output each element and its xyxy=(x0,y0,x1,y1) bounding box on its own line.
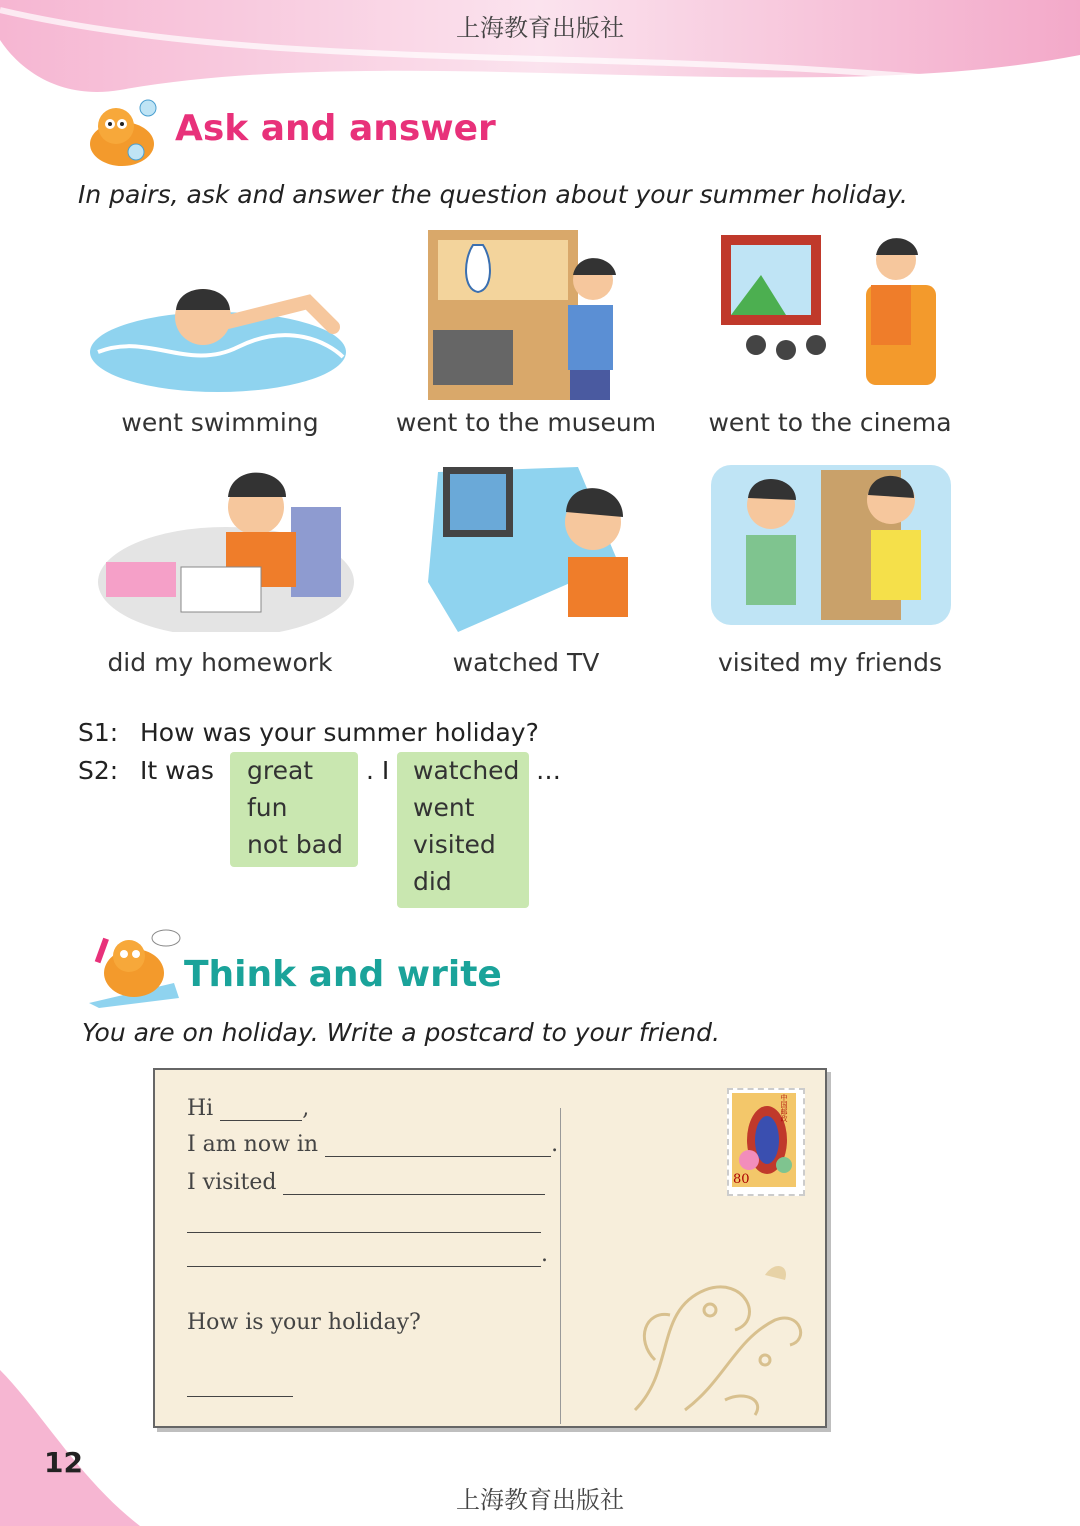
visited-text: I visited xyxy=(187,1170,277,1195)
postcard-line-location xyxy=(187,1132,558,1157)
ask-instruction: In pairs, ask and answer the question about your summer holiday. xyxy=(78,180,908,209)
activity-caption: went to the museum xyxy=(395,408,657,437)
page-number: 12 xyxy=(44,1446,83,1479)
speaker-label: S1: xyxy=(78,718,119,747)
visited-blank[interactable] xyxy=(283,1174,545,1195)
signature-blank[interactable] xyxy=(187,1376,293,1397)
activity-caption: did my homework xyxy=(107,648,333,677)
write-instruction: You are on holiday. Write a postcard to your friend. xyxy=(82,1018,720,1047)
postcard-question: How is your holiday? xyxy=(187,1310,421,1335)
comma: , xyxy=(302,1096,310,1121)
stamp-value: 80 xyxy=(733,1172,750,1187)
cat-writing-mascot-icon xyxy=(84,928,184,1008)
choice-word: fun xyxy=(247,793,288,822)
stamp-country: 中国邮政 xyxy=(780,1094,788,1122)
postcard-greeting xyxy=(187,1096,309,1121)
tv-boy-illustration xyxy=(418,462,678,642)
activity-caption: went to the cinema xyxy=(708,408,952,437)
dialogue-ellipsis: … xyxy=(536,756,561,785)
publisher-footer: 上海教育出版社 xyxy=(456,1486,624,1514)
homework-boy-illustration xyxy=(96,452,356,632)
publisher-header: 上海教育出版社 xyxy=(456,14,624,42)
adjective-choices xyxy=(230,752,358,867)
verb-choices xyxy=(397,752,529,908)
choice-word: did xyxy=(413,867,452,896)
postage-stamp xyxy=(727,1088,805,1196)
postcard-line-visited xyxy=(187,1170,545,1195)
think-and-write-title: Think and write xyxy=(184,954,502,995)
activity-caption: went swimming xyxy=(121,408,319,437)
name-blank[interactable] xyxy=(220,1100,302,1121)
activity-caption: visited my friends xyxy=(718,648,942,677)
choice-word: visited xyxy=(413,830,496,859)
choice-word: great xyxy=(247,756,314,785)
museum-boy-illustration xyxy=(418,220,678,400)
choice-word: watched xyxy=(413,756,520,785)
speaker-label: S2: xyxy=(78,756,119,785)
writing-blank[interactable] xyxy=(187,1246,541,1267)
choice-word: went xyxy=(413,793,475,822)
postcard xyxy=(153,1068,827,1428)
dialogue-answer: It was xyxy=(140,756,214,785)
floral-flourish-decoration xyxy=(615,1250,815,1420)
writing-blank[interactable] xyxy=(187,1212,541,1233)
swimming-boy-illustration xyxy=(88,232,348,412)
location-blank[interactable] xyxy=(325,1136,551,1157)
now-in-text: I am now in xyxy=(187,1132,319,1157)
postcard-divider xyxy=(560,1108,561,1424)
period: . xyxy=(541,1242,548,1267)
activity-caption: watched TV xyxy=(452,648,600,677)
friends-illustration xyxy=(706,460,966,640)
cinema-boy-illustration xyxy=(716,225,976,405)
ask-and-answer-title: Ask and answer xyxy=(175,108,496,149)
dialogue-joiner: . I xyxy=(366,756,390,785)
greeting-text: Hi xyxy=(187,1096,214,1121)
postcard-line-blank xyxy=(187,1242,548,1267)
period: . xyxy=(551,1132,559,1157)
cat-mascot-icon xyxy=(76,98,168,170)
choice-word: not bad xyxy=(247,830,343,859)
dialogue-question: How was your summer holiday? xyxy=(140,718,539,747)
